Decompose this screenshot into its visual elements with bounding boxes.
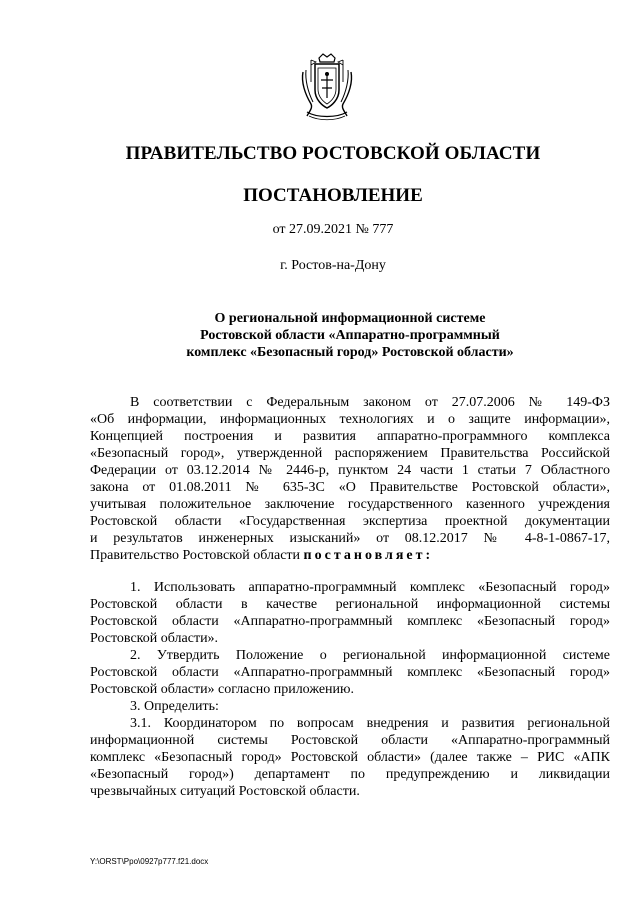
preamble-line	[90, 547, 610, 564]
file-path-footer: Y:\ORST\Ppo\0927p777.f21.docx	[90, 857, 209, 866]
preamble-line: «Об информации, информационных технологиях и о защите информации»,	[90, 412, 610, 427]
preamble-line: учитывая положительное заключение государственного казенного учреждения	[90, 497, 610, 512]
document-date-number: от 27.09.2021 № 777	[272, 222, 394, 237]
preamble-line: В соответствии с Федеральным законом от 27.07.2006 № 149-ФЗ	[130, 395, 610, 410]
decree-word: постановляет:	[303, 548, 434, 563]
preamble-line: и результатов инженерных изысканий» от 08.12.2017 № 4-8-1-0867-17,	[90, 531, 610, 546]
subject-line: комплекс «Безопасный город» Ростовской области»	[186, 345, 514, 360]
item-3-1-line: чрезвычайных ситуаций Ростовской области.	[90, 784, 360, 799]
preamble-line: Ростовской области «Государственная экспертиза проектной документации	[90, 514, 610, 529]
preamble-line: Концепцией построения и развития аппаратно-программного комплекса	[90, 429, 610, 444]
item-3-1-line: «Безопасный город») департамент по предупреждению и ликвидации	[90, 767, 610, 782]
subject-line: Ростовской области «Аппаратно-программный	[200, 328, 500, 343]
item-3-line: 3. Определить:	[130, 699, 219, 714]
item-1-line: Ростовской области «Аппаратно-программный комплекс «Безопасный город»	[90, 614, 610, 629]
decree-items	[90, 579, 610, 800]
item-2-line: Ростовской области «Аппаратно-программный комплекс «Безопасный город»	[90, 665, 610, 680]
preamble-line-text: Правительство Ростовской области	[90, 548, 301, 563]
item-1-line: Ростовской области».	[90, 631, 219, 646]
document-city: г. Ростов-на-Дону	[280, 258, 386, 273]
preamble-paragraph	[90, 394, 610, 564]
document-type: ПОСТАНОВЛЕНИЕ	[243, 185, 423, 206]
document-subject	[90, 310, 610, 361]
organization-title: ПРАВИТЕЛЬСТВО РОСТОВСКОЙ ОБЛАСТИ	[125, 143, 541, 164]
coat-of-arms-icon	[297, 52, 357, 122]
item-3-1-line: 3.1. Координатором по вопросам внедрения и развития региональной	[130, 716, 610, 731]
item-3-1-line: комплекс «Безопасный город» Ростовской области» (далее также – РИС «АПК	[90, 750, 610, 765]
preamble-line: Федерации от 03.12.2014 № 2446-р, пунктом 24 части 1 статьи 7 Областного	[90, 463, 610, 478]
preamble-line: закона от 01.08.2011 № 635-ЗС «О Правительстве Ростовской области»,	[90, 480, 610, 495]
item-2-line: 2. Утвердить Положение о региональной информационной системе	[130, 648, 610, 663]
item-1-line: 1. Использовать аппаратно-программный комплекс «Безопасный город»	[130, 580, 610, 595]
subject-line: О региональной информационной системе	[214, 311, 486, 326]
item-3-1-line: информационной системы Ростовской области «Аппаратно-программный	[90, 733, 610, 748]
item-1-line: Ростовской области в качестве региональной информационной системы	[90, 597, 610, 612]
preamble-line: «Безопасный город», утвержденной распоряжением Правительства Российской	[90, 446, 610, 461]
item-2-line: Ростовской области» согласно приложению.	[90, 682, 354, 697]
